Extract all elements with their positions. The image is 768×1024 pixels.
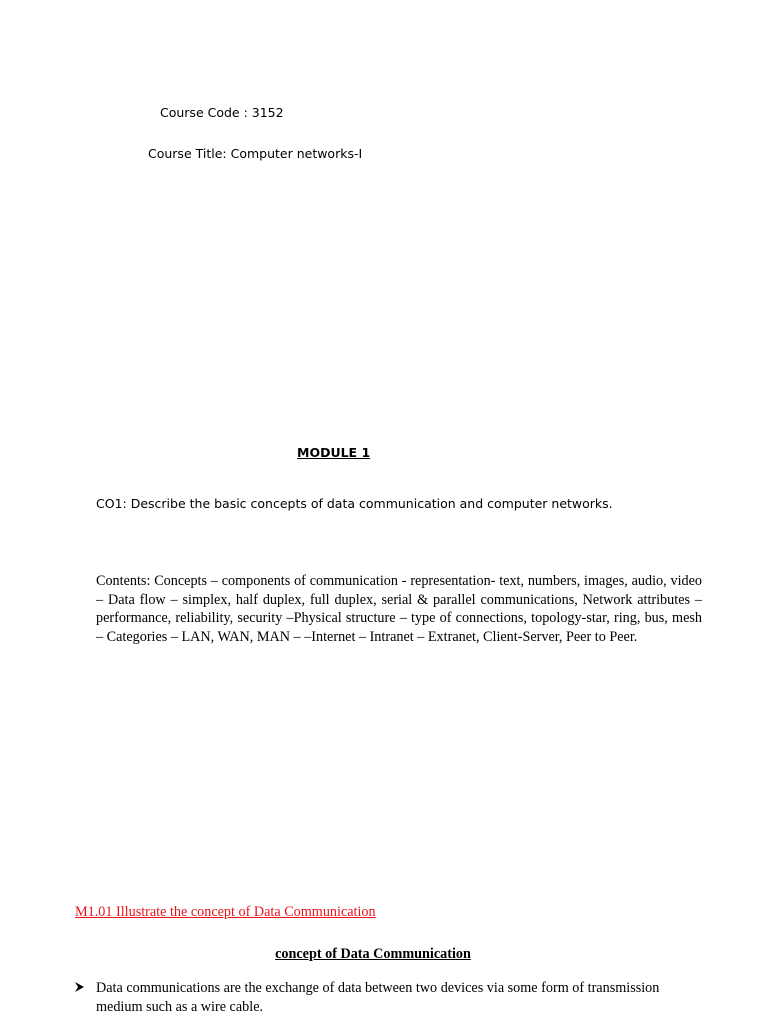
bullet-text: Data communications are the exchange of data between two devices via some form of transmission medium such as a wire cable. xyxy=(96,980,660,1015)
section-heading: concept of Data Communication xyxy=(275,946,471,962)
course-title: Course Title: Computer networks-I xyxy=(148,146,363,161)
bullet-list xyxy=(75,979,695,1022)
list-item xyxy=(75,979,695,1016)
course-code: Course Code : 3152 xyxy=(160,105,284,120)
module-contents: Contents: Concepts – components of communication - representation- text, numbers, images, audio, video – Data flow – simplex, half duplex, full duplex, serial & parallel communications, Network attributes – performance, reliability, security –Physical structure – type of connections, topology-star, ring, bus, mesh – Categories – LAN, WAN, MAN – –Internet – Intranet – Extranet, Client-Server, Peer to Peer. xyxy=(96,573,702,645)
arrowhead-bullet-icon xyxy=(75,979,85,998)
module-heading: MODULE 1 xyxy=(297,445,371,460)
course-outcome: CO1: Describe the basic concepts of data communication and computer networks. xyxy=(96,496,613,511)
objective-link[interactable]: M1.01 Illustrate the concept of Data Communication xyxy=(75,904,376,920)
